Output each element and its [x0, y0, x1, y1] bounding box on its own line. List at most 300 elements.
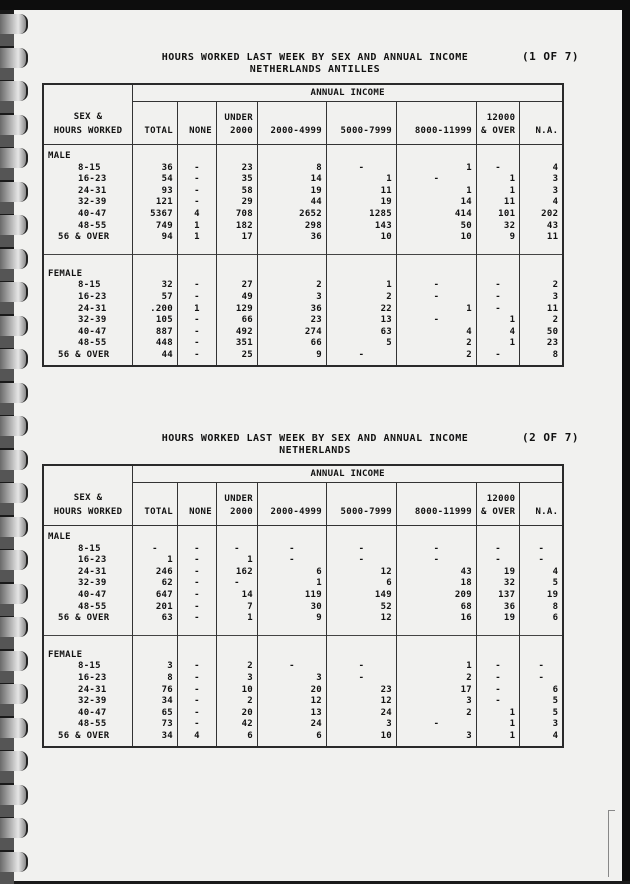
cell-value: 19	[258, 186, 327, 198]
row-label: 32-39	[43, 696, 133, 708]
table-row	[43, 613, 563, 625]
empty-cell	[520, 362, 564, 366]
cell-value: 149	[327, 590, 397, 602]
cell-value: -	[520, 673, 564, 685]
row-header-line1: SEX &	[73, 493, 103, 503]
cell-value: 50	[397, 221, 477, 233]
table-row	[43, 197, 563, 209]
cell-value: 4	[178, 209, 217, 221]
table-row	[43, 719, 563, 731]
table-row	[43, 304, 563, 316]
cell-value: 887	[133, 327, 178, 339]
cell-value: -	[178, 613, 217, 625]
col-12000-line2: & OVER	[481, 126, 516, 136]
empty-cell	[327, 625, 397, 636]
cell-value: 14	[258, 174, 327, 186]
empty-cell	[327, 254, 397, 280]
cell-value: 2	[397, 708, 477, 720]
cell-value: -	[327, 555, 397, 567]
cell-value: 4	[520, 163, 564, 175]
empty-cell	[217, 526, 258, 544]
cell-value: 16	[397, 613, 477, 625]
cell-value: 36	[133, 163, 178, 175]
cell-value: -	[477, 304, 520, 316]
cell-value: 34	[133, 731, 178, 743]
empty-cell	[217, 145, 258, 163]
cell-value: 1285	[327, 209, 397, 221]
table-row	[43, 578, 563, 590]
cell-value: -	[178, 602, 217, 614]
cell-value: 32	[477, 221, 520, 233]
col-8000-11999: 8000-11999	[397, 102, 477, 145]
empty-cell	[43, 743, 133, 747]
cell-value: 13	[258, 708, 327, 720]
empty-cell	[178, 526, 217, 544]
cell-value: 202	[520, 209, 564, 221]
cell-value: -	[397, 719, 477, 731]
cell-value: 1	[397, 661, 477, 673]
table-bottom-spacer	[43, 743, 563, 747]
cell-value: 2	[217, 661, 258, 673]
binding-ring-icon	[0, 584, 28, 604]
cell-value: 24	[258, 719, 327, 731]
cell-value: -	[520, 555, 564, 567]
cell-value: -	[477, 163, 520, 175]
cell-value: 1	[327, 280, 397, 292]
cell-value: 3	[520, 174, 564, 186]
table-2-page-indicator: (2 OF 7)	[522, 431, 579, 444]
table-row	[43, 280, 563, 292]
empty-cell	[477, 526, 520, 544]
cell-value: 25	[217, 350, 258, 362]
cell-value: -	[178, 708, 217, 720]
col-12000-line1: 12000	[486, 494, 516, 504]
cell-value: 137	[477, 590, 520, 602]
empty-cell	[520, 244, 564, 255]
cell-value: 19	[477, 567, 520, 579]
row-label: 56 & OVER	[43, 731, 133, 743]
cell-value: 65	[133, 708, 178, 720]
cell-value: 7	[217, 602, 258, 614]
page-corner-mark	[608, 810, 615, 877]
empty-cell	[397, 743, 477, 747]
cell-value: 30	[258, 602, 327, 614]
cell-value: 22	[327, 304, 397, 316]
table-row	[43, 544, 563, 556]
cell-value: -	[178, 327, 217, 339]
binding-ring-icon	[0, 316, 28, 336]
cell-value: -	[178, 338, 217, 350]
cell-value: -	[397, 555, 477, 567]
cell-value: 5	[520, 696, 564, 708]
table-row	[43, 708, 563, 720]
cell-value: 3	[258, 673, 327, 685]
col-under-2000	[217, 483, 258, 526]
cell-value: -	[178, 567, 217, 579]
binding-ring-icon	[0, 81, 28, 101]
cell-value: 34	[133, 696, 178, 708]
empty-cell	[133, 145, 178, 163]
cell-value: 3	[217, 673, 258, 685]
empty-cell	[178, 625, 217, 636]
empty-cell	[217, 362, 258, 366]
cell-value: 12	[258, 696, 327, 708]
empty-cell	[477, 635, 520, 661]
cell-value: 6	[217, 731, 258, 743]
empty-cell	[178, 635, 217, 661]
col-na: N.A.	[520, 483, 564, 526]
binding-ring-icon	[0, 383, 28, 403]
empty-cell	[43, 362, 133, 366]
cell-value: 1	[477, 708, 520, 720]
empty-cell	[217, 244, 258, 255]
binding-ring-icon	[0, 249, 28, 269]
cell-value: -	[178, 280, 217, 292]
section-spacer	[43, 625, 563, 636]
cell-value: 143	[327, 221, 397, 233]
row-label: 16-23	[43, 174, 133, 186]
cell-value: 23	[327, 685, 397, 697]
cell-value: 52	[327, 602, 397, 614]
binding-ring-icon	[0, 517, 28, 537]
col-12000-line1: 12000	[486, 113, 516, 123]
cell-value: 29	[217, 197, 258, 209]
cell-value: 2	[327, 292, 397, 304]
empty-cell	[477, 145, 520, 163]
empty-cell	[258, 145, 327, 163]
empty-cell	[133, 743, 178, 747]
table-row	[43, 232, 563, 244]
table-row	[43, 315, 563, 327]
cell-value: -	[327, 673, 397, 685]
table-row	[43, 209, 563, 221]
cell-value: 1	[477, 338, 520, 350]
cell-value: 5	[520, 578, 564, 590]
row-label: 24-31	[43, 304, 133, 316]
section-header-row	[43, 254, 563, 280]
row-label: 40-47	[43, 590, 133, 602]
row-header	[43, 84, 133, 145]
empty-cell	[258, 526, 327, 544]
cell-value: 19	[477, 613, 520, 625]
cell-value: -	[477, 685, 520, 697]
empty-cell	[258, 362, 327, 366]
empty-cell	[258, 625, 327, 636]
cell-value: 121	[133, 197, 178, 209]
empty-cell	[133, 625, 178, 636]
table-1	[42, 83, 564, 367]
cell-value: 1	[178, 232, 217, 244]
cell-value: 13	[327, 315, 397, 327]
cell-value: 63	[133, 613, 178, 625]
cell-value: 201	[133, 602, 178, 614]
scan-top-edge	[0, 0, 630, 10]
cell-value: 708	[217, 209, 258, 221]
cell-value: 23	[520, 338, 564, 350]
binding-ring-icon	[0, 148, 28, 168]
row-label: 48-55	[43, 221, 133, 233]
cell-value: 3	[133, 661, 178, 673]
section-spacer	[43, 244, 563, 255]
cell-value: 1	[397, 163, 477, 175]
section-label: FEMALE	[43, 254, 133, 280]
row-label: 48-55	[43, 719, 133, 731]
cell-value: -	[178, 350, 217, 362]
col-total: TOTAL	[133, 102, 178, 145]
cell-value: 36	[477, 602, 520, 614]
cell-value: 36	[258, 232, 327, 244]
row-label: 24-31	[43, 567, 133, 579]
cell-value: 749	[133, 221, 178, 233]
cell-value: .200	[133, 304, 178, 316]
col-under-line2: 2000	[230, 507, 253, 517]
cell-value: 351	[217, 338, 258, 350]
cell-value: 2	[258, 280, 327, 292]
table-bottom-spacer	[43, 362, 563, 366]
cell-value: 11	[477, 197, 520, 209]
cell-value: 27	[217, 280, 258, 292]
empty-cell	[43, 244, 133, 255]
cell-value: -	[178, 696, 217, 708]
empty-cell	[43, 625, 133, 636]
empty-cell	[477, 362, 520, 366]
empty-cell	[397, 254, 477, 280]
cell-value: 3	[327, 719, 397, 731]
row-label: 56 & OVER	[43, 232, 133, 244]
binding-ring-icon	[0, 215, 28, 235]
cell-value: 3	[520, 292, 564, 304]
cell-value: 5	[327, 338, 397, 350]
cell-value: 414	[397, 209, 477, 221]
cell-value: -	[397, 544, 477, 556]
cell-value: 10	[397, 232, 477, 244]
cell-value: 209	[397, 590, 477, 602]
cell-value: -	[178, 163, 217, 175]
empty-cell	[327, 526, 397, 544]
row-header-line2: HOURS WORKED	[53, 507, 123, 517]
cell-value: 2	[520, 315, 564, 327]
row-label: 16-23	[43, 555, 133, 567]
cell-value: 49	[217, 292, 258, 304]
row-header	[43, 465, 133, 526]
col-total: TOTAL	[133, 483, 178, 526]
col-none: NONE	[178, 483, 217, 526]
empty-cell	[178, 743, 217, 747]
empty-cell	[327, 743, 397, 747]
empty-cell	[133, 526, 178, 544]
row-label: 8-15	[43, 163, 133, 175]
empty-cell	[477, 743, 520, 747]
binding-ring-icon	[0, 115, 28, 135]
cell-value: 42	[217, 719, 258, 731]
cell-value: -	[178, 544, 217, 556]
empty-cell	[520, 635, 564, 661]
section-header-row	[43, 145, 563, 163]
cell-value: -	[178, 719, 217, 731]
cell-value: -	[327, 661, 397, 673]
cell-value: 24	[327, 708, 397, 720]
row-label: 32-39	[43, 315, 133, 327]
cell-value: 57	[133, 292, 178, 304]
table-row	[43, 696, 563, 708]
empty-cell	[520, 743, 564, 747]
empty-cell	[397, 635, 477, 661]
binding-ring-icon	[0, 182, 28, 202]
binding-ring-icon	[0, 852, 28, 872]
table-row	[43, 186, 563, 198]
cell-value: 62	[133, 578, 178, 590]
row-header-line2: HOURS WORKED	[53, 126, 123, 136]
cell-value: -	[178, 578, 217, 590]
cell-value: 66	[258, 338, 327, 350]
empty-cell	[520, 625, 564, 636]
cell-value: 20	[217, 708, 258, 720]
col-2000-4999: 2000-4999	[258, 102, 327, 145]
empty-cell	[178, 244, 217, 255]
cell-value: 9	[258, 613, 327, 625]
empty-cell	[327, 244, 397, 255]
cell-value: 1	[327, 174, 397, 186]
cell-value: 1	[397, 304, 477, 316]
cell-value: -	[520, 661, 564, 673]
empty-cell	[217, 743, 258, 747]
cell-value: 274	[258, 327, 327, 339]
cell-value: 1	[397, 186, 477, 198]
col-under-2000	[217, 102, 258, 145]
cell-value: -	[178, 590, 217, 602]
empty-cell	[133, 362, 178, 366]
table-2-subtitle: NETHERLANDS	[279, 445, 351, 456]
binding-ring-icon	[0, 550, 28, 570]
cell-value: 1	[178, 304, 217, 316]
row-label: 16-23	[43, 292, 133, 304]
empty-cell	[133, 254, 178, 280]
cell-value: 8	[520, 350, 564, 362]
cell-value: 3	[397, 696, 477, 708]
row-label: 8-15	[43, 661, 133, 673]
binding-ring-icon	[0, 751, 28, 771]
cell-value: -	[477, 696, 520, 708]
empty-cell	[258, 244, 327, 255]
cell-value: 246	[133, 567, 178, 579]
cell-value: 14	[217, 590, 258, 602]
row-label: 32-39	[43, 578, 133, 590]
row-label: 24-31	[43, 685, 133, 697]
cell-value: 44	[258, 197, 327, 209]
cell-value: 54	[133, 174, 178, 186]
cell-value: 35	[217, 174, 258, 186]
cell-value: -	[477, 292, 520, 304]
table-row	[43, 163, 563, 175]
cell-value: -	[477, 544, 520, 556]
empty-cell	[520, 526, 564, 544]
cell-value: 3	[520, 719, 564, 731]
cell-value: 5	[520, 708, 564, 720]
cell-value: 298	[258, 221, 327, 233]
row-label: 56 & OVER	[43, 613, 133, 625]
empty-cell	[397, 362, 477, 366]
row-header-line1: SEX &	[73, 112, 103, 122]
cell-value: 4	[520, 567, 564, 579]
row-label: 40-47	[43, 327, 133, 339]
empty-cell	[178, 145, 217, 163]
section-label: FEMALE	[43, 635, 133, 661]
col-8000-11999: 8000-11999	[397, 483, 477, 526]
cell-value: 3	[520, 186, 564, 198]
cell-value: 3	[397, 731, 477, 743]
empty-cell	[397, 244, 477, 255]
table-row	[43, 327, 563, 339]
cell-value: -	[477, 673, 520, 685]
cell-value: -	[178, 315, 217, 327]
row-label: 32-39	[43, 197, 133, 209]
cell-value: 23	[217, 163, 258, 175]
empty-cell	[258, 635, 327, 661]
cell-value: -	[133, 544, 178, 556]
cell-value: 6	[520, 613, 564, 625]
empty-cell	[397, 526, 477, 544]
table-row	[43, 174, 563, 186]
cell-value: 12	[327, 567, 397, 579]
col-12000-over	[477, 102, 520, 145]
cell-value: 11	[520, 304, 564, 316]
cell-value: -	[477, 555, 520, 567]
row-label: 8-15	[43, 544, 133, 556]
table-row	[43, 350, 563, 362]
col-under-line1: UNDER	[224, 494, 253, 504]
row-label: 56 & OVER	[43, 350, 133, 362]
table-row	[43, 555, 563, 567]
cell-value: 66	[217, 315, 258, 327]
cell-value: -	[397, 280, 477, 292]
cell-value: 2	[397, 673, 477, 685]
cell-value: 10	[217, 685, 258, 697]
binding-ring-icon	[0, 684, 28, 704]
cell-value: -	[178, 673, 217, 685]
cell-value: 12	[327, 613, 397, 625]
table-row	[43, 338, 563, 350]
cell-value: -	[520, 544, 564, 556]
cell-value: 93	[133, 186, 178, 198]
cell-value: 43	[520, 221, 564, 233]
cell-value: 76	[133, 685, 178, 697]
binding-ring-icon	[0, 651, 28, 671]
table-row	[43, 673, 563, 685]
cell-value: 9	[258, 350, 327, 362]
cell-value: 8	[520, 602, 564, 614]
cell-value: 4	[520, 197, 564, 209]
cell-value: 6	[258, 731, 327, 743]
empty-cell	[477, 254, 520, 280]
cell-value: 2	[397, 350, 477, 362]
annual-income-group-header: ANNUAL INCOME	[133, 84, 564, 102]
cell-value: -	[327, 350, 397, 362]
cell-value: 492	[217, 327, 258, 339]
table-row	[43, 590, 563, 602]
table-2	[42, 464, 564, 748]
cell-value: 1	[217, 613, 258, 625]
cell-value: -	[178, 292, 217, 304]
cell-value: -	[178, 555, 217, 567]
binding-ring-icon	[0, 818, 28, 838]
cell-value: 58	[217, 186, 258, 198]
cell-value: 32	[133, 280, 178, 292]
cell-value: -	[178, 186, 217, 198]
cell-value: 4	[397, 327, 477, 339]
empty-cell	[477, 244, 520, 255]
cell-value: -	[397, 315, 477, 327]
cell-value: 8	[258, 163, 327, 175]
